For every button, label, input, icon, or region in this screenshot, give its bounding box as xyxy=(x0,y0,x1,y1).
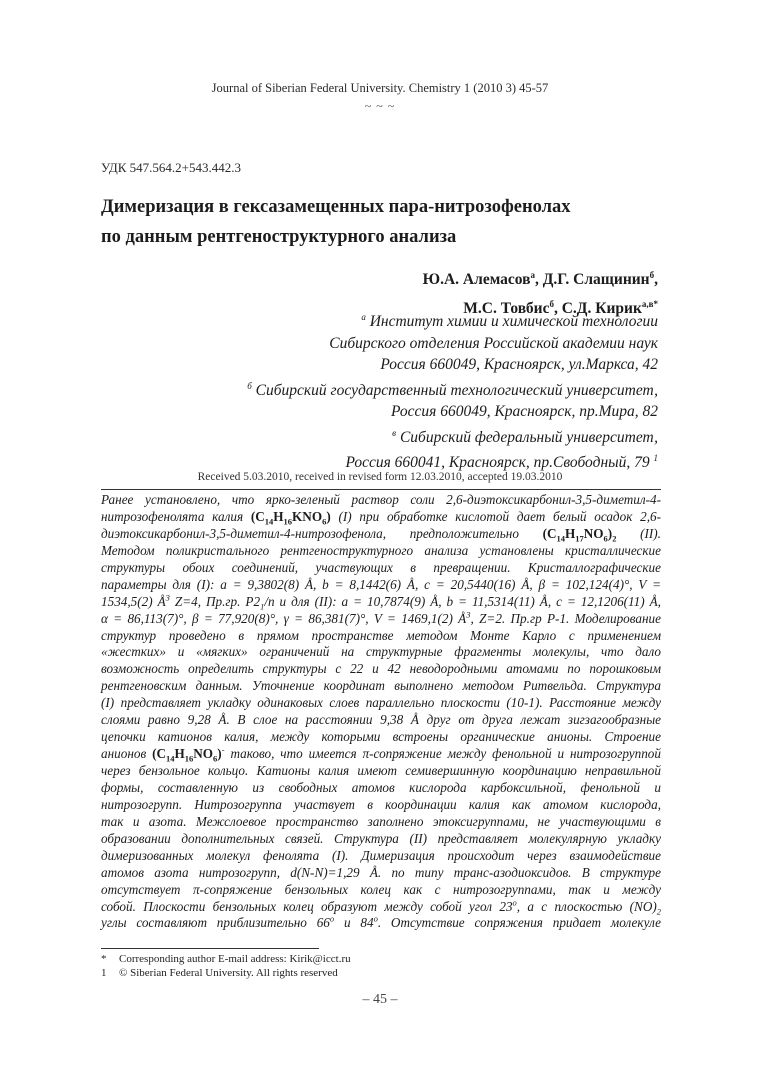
affiliation-mark: в xyxy=(392,427,397,438)
abstract-top-rule xyxy=(101,489,661,490)
abstract-line: образовании дополнительных связей. Структура (II) представляет молекулярную укладку xyxy=(101,830,661,846)
affiliation-line: $^б$ Сибирский государственный технологический университет, xyxy=(247,380,658,399)
author-separator: , xyxy=(654,271,658,289)
abstract-line: атомов азота нитрозогрупп, d(N-N)=1,29 Å. по типу транс-азодиоксидов. В структуре xyxy=(101,864,661,880)
footnote-rule xyxy=(101,948,319,949)
page-number: – 45 – xyxy=(362,992,398,1007)
affiliation-mark: а xyxy=(361,312,366,322)
abstract-line: углы составляют приблизительно 66$^o$ и 84$^o$. Отсутствие сопряжения придает молекуле xyxy=(101,914,662,931)
author-line xyxy=(423,263,658,292)
abstract-line: цепочки катионов калия, между которыми встроены органические анионы. Строение xyxy=(101,729,661,745)
abstract-line: «жестких» и «мягких» ограничений на структурные фрагменты молекулы, что дало xyxy=(101,644,661,660)
abstract-line: собой. Плоскости бензольных колец образуют между собой угол 23$^o$, а с плоскостью $(NO)_2$ xyxy=(101,897,661,917)
footnote xyxy=(101,966,351,980)
affiliation-mark: б xyxy=(649,270,655,280)
affiliation-mark: б xyxy=(247,380,252,391)
paper-title xyxy=(101,192,681,252)
abstract-line: Ранее установлено, что ярко-зеленый раствор соли 2,6-диэтоксикарбонил-3,5-диметил-4- xyxy=(101,492,661,507)
abstract-line: через бензольное кольцо. Катионы калия имеют семивершинную координацию неправильной xyxy=(101,763,661,778)
formula: $(C_{14}H_{17}NO_6)_2$ xyxy=(542,525,617,544)
footnote-mark: 1 xyxy=(653,453,658,464)
formula: $(C_{14}H_{16}KNO_6)$ xyxy=(250,508,331,527)
header-ornament: ~ ~ ~ xyxy=(364,99,396,113)
footnote-text: Corresponding author E-mail address: Kirik@icct.ru xyxy=(119,953,351,965)
abstract-line: (I) представляет укладку одинаковых слоев параллельно плоскости (10-1). Расстояние между xyxy=(101,695,661,711)
abstract-line: диэтоксикарбонил-3,5-диметил-4-нитрозофенола, предположительно $(C_{14}H_{17}NO_6)_2$ (II). xyxy=(101,525,661,544)
affiliation-line: Россия 660049, Красноярск, пр.Мира, 82 xyxy=(390,403,658,421)
abstract-line: α = 86,113(7)°, β = 77,920(8)°, γ = 86,381(7)°, V = 1469,1(2) $Å^3$, Z=2. Пр.гр P-1. Моделирование xyxy=(101,609,661,626)
abstract-line: анионов $(C_{14}H_{16}NO_6)^-$ таково, что имеется π-сопряжение между фенольной и нитрозогруппой xyxy=(101,744,661,764)
formula: $(C_{14}H_{16}NO_6)$ xyxy=(152,746,222,764)
author-name: , Д.Г. Слащинин xyxy=(535,271,650,289)
affiliation-line: $^в$ Сибирский федеральный университет, xyxy=(392,427,658,446)
journal-header: Journal of Siberian Federal University. Chemistry 1 (2010 3) 45-57 xyxy=(211,81,549,95)
footnote-text: © Siberian Federal University. All rights reserved xyxy=(119,967,338,979)
footnote-mark: * xyxy=(101,953,107,965)
abstract-line: структуры обоих соединений, участвующих в превращении. Кристаллографические xyxy=(101,559,661,575)
title-line: Димеризация в гексазамещенных пара-нитрозофенолах xyxy=(101,197,571,217)
affiliation-mark: а xyxy=(530,270,536,280)
abstract-line: возможность определить структуры с 22 и 42 неводородными атомами по порошковым xyxy=(101,661,661,677)
author-name: , С.Д. Кирик xyxy=(553,300,642,318)
received-dates: Received 5.03.2010, received in revised form 12.03.2010, accepted 19.03.2010 xyxy=(197,471,563,483)
abstract-line: структур проведено в прямом пространстве методом Монте Карло с применением xyxy=(101,627,661,643)
abstract-line: отсутствует π-сопряжение бензольных колец как с нитрозогруппами, так и между xyxy=(101,881,661,897)
affiliation-line: $^а$ Институт химии и химической технологии xyxy=(361,312,658,331)
author-name: М.С. Товбис xyxy=(463,300,550,318)
affiliation-mark: а,в* xyxy=(641,299,658,310)
title-line: по данным рентгеноструктурного анализа xyxy=(101,227,457,247)
footnote-mark: 1 xyxy=(101,967,107,979)
abstract-line: параметры для (I): a = 9,3802(8) Å, b = 8,1442(6) Å, c = 20,5440(16) Å, β = 102,124(4)°, V = xyxy=(101,576,661,592)
abstract-line: нитрозогрупп. Нитрозогруппа участвует в координации калия как атомом кислорода, xyxy=(101,796,661,812)
abstract xyxy=(101,492,661,932)
footnotes xyxy=(101,952,351,980)
udk-code: УДК 547.564.2+543.442.3 xyxy=(101,160,242,175)
abstract-line: 1534,5(2) $Å^3$ Z=4, Пр.гр. $P2_1/n$ и для (II): a = 10,7874(9) Å, b = 11,5314(11) Å, c = 12,1206(11) Å, xyxy=(101,592,661,612)
abstract-line: нитрозофенолята калия $(C_{14}H_{16}KNO_6)$ (I) при обработке кислотой дает белый осадок 2,6- xyxy=(101,508,661,527)
affiliations xyxy=(98,307,658,474)
affiliation-line: Сибирского отделения Российской академии наук xyxy=(329,334,658,352)
abstract-line: слоями равно 9,28 Å. В слое на расстоянии 9,38 Å друг от друга лежат зигзагообразные xyxy=(101,712,661,728)
footnote xyxy=(101,952,351,966)
abstract-line: димеризованных молекул фенолята (I). Димеризация происходит через взаимодействие xyxy=(101,847,661,863)
abstract-line: Методом поликристального рентгеноструктурного анализа установлены кристаллические xyxy=(101,542,661,558)
abstract-line: рентгеновским данным. Уточнение координат выполнено методом Ритвельда. Структура xyxy=(101,678,661,694)
affiliation-mark: б xyxy=(549,299,554,310)
affiliation-line: Россия 660041, Красноярск, пр.Свободный, 79 $^1$ xyxy=(345,453,658,472)
affiliation-line: Россия 660049, Красноярск, ул.Маркса, 42 xyxy=(380,356,658,374)
author-name: Ю.А. Алемасов xyxy=(422,271,531,289)
abstract-line: формы, составленную из свободных атомов кислорода карбоксильной, фенольной и xyxy=(101,779,661,795)
abstract-line: так и азота. Межслоевое пространство заполнено этоксигруппами, не участвующими в xyxy=(101,813,661,829)
